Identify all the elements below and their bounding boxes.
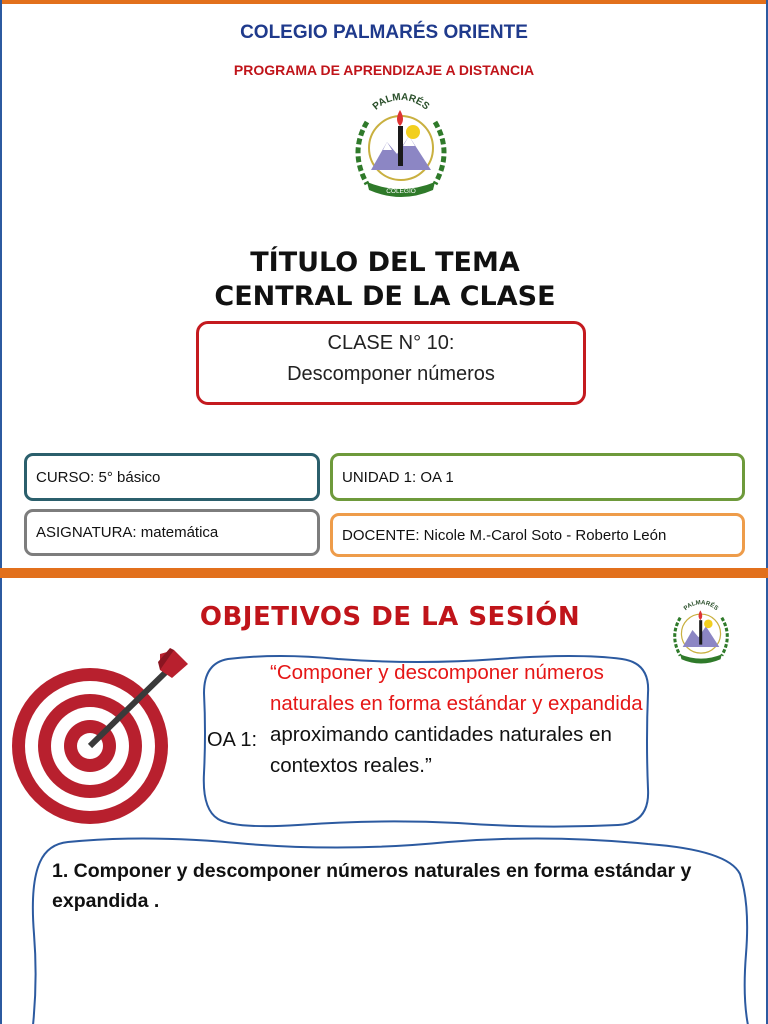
logo-ribbon-text: COLEGIO: [386, 188, 416, 195]
objectives-title: OBJETIVOS DE LA SESIÓN: [199, 602, 581, 632]
top-accent-bar: [0, 0, 768, 4]
subject-label: ASIGNATURA: matemática: [36, 524, 219, 541]
oa-text: [270, 657, 650, 781]
svg-text:PALMARÉS: [682, 599, 719, 612]
oa-rest: aproximando cantidades naturales en contextos reales.”: [270, 723, 612, 777]
oa-open-quote: “: [270, 661, 277, 684]
left-border-line: [0, 0, 2, 572]
oa-highlight: Componer y descomponer números naturales en forma estándar y expandida: [270, 661, 643, 715]
lesson-title-line-1: TÍTULO DEL TEMA: [250, 247, 520, 278]
school-logo-small: [668, 598, 734, 668]
objective-point-1: 1. Componer y descomponer números naturales en forma estándar y expandida .: [52, 860, 692, 912]
school-name: COLEGIO PALMARÉS ORIENTE: [240, 22, 528, 43]
subject-box: [24, 509, 320, 556]
oa-label: OA 1:: [207, 729, 258, 751]
teacher-label: DOCENTE: Nicole M.-Carol Soto - Roberto León: [342, 526, 667, 544]
left-border-line-2: [0, 578, 2, 1024]
unit-box: [330, 453, 745, 501]
course-box: [24, 453, 320, 501]
unit-label: UNIDAD 1: OA 1: [342, 468, 454, 486]
teacher-box: [330, 513, 745, 557]
target-icon: [10, 648, 192, 828]
lesson-title-line-2: CENTRAL DE LA CLASE: [214, 281, 556, 312]
program-name: PROGRAMA DE APRENDIZAJE A DISTANCIA: [233, 62, 535, 78]
school-logo: [347, 92, 455, 202]
class-box: [196, 321, 586, 405]
logo-small-top-text: PALMARÉS: [682, 599, 720, 612]
objectives-slide: [0, 578, 768, 1024]
svg-text:PALMARÉS: [371, 92, 432, 113]
slide-divider-bar: [0, 568, 768, 578]
lesson-title: [160, 246, 610, 314]
class-topic: Descomponer números: [287, 363, 495, 385]
logo-top-text: PALMARÉS: [370, 92, 432, 113]
class-number: CLASE N° 10:: [327, 332, 455, 354]
course-label: CURSO: 5° básico: [36, 468, 161, 486]
